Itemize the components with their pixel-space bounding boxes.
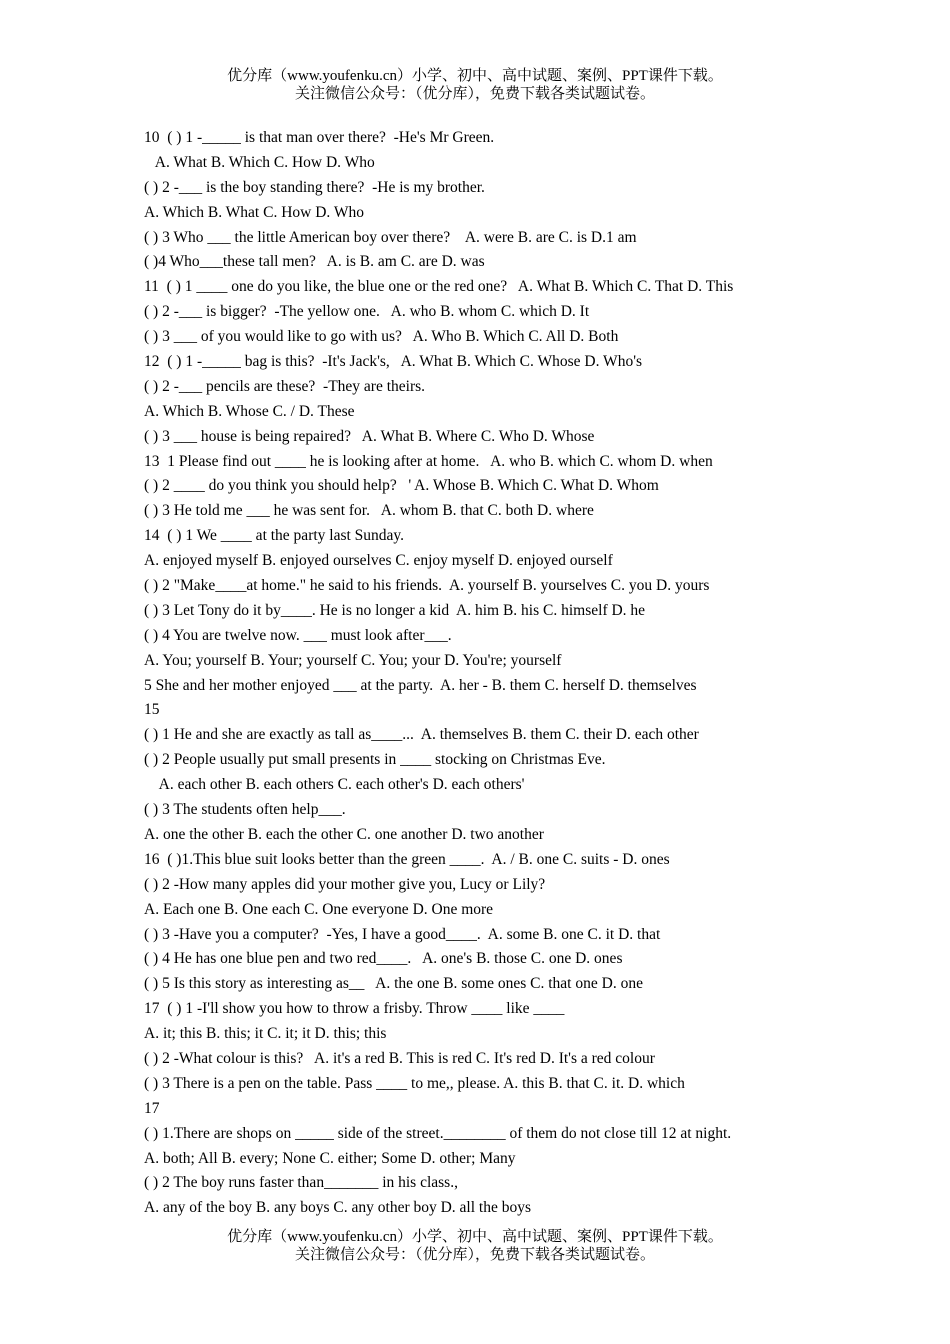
exercise-line: ( ) 3 -Have you a computer? -Yes, I have a good____. A. some B. one C. it D. that [144,925,661,943]
exercise-line: ( ) 2 -___ is bigger? -The yellow one. A. who B. whom C. which D. It [144,303,590,321]
exercise-line: ( ) 2 -What colour is this? A. it's a red B. This is red C. It's red D. It's a red colour [144,1049,655,1067]
exercise-line: ( ) 3 Who ___ the little American boy over there? A. were B. are C. is D.1 am [144,228,637,246]
exercise-line: 10 ( ) 1 -_____ is that man over there? -He's Mr Green. [144,129,495,146]
exercise-line: ( ) 4 He has one blue pen and two red____. A. one's B. those C. one D. ones [144,950,623,968]
exercise-line: 16 ( )1.This blue suit looks better than the green ____. A. / B. one C. suits - D. ones [144,850,670,868]
exercise-line: ( ) 2 -___ pencils are these? -They are theirs. [144,377,426,395]
exercise-line: A. Which B. Whose C. / D. These [144,402,355,420]
exercise-line: 17 ( ) 1 -I'll show you how to throw a frisby. Throw ____ like ____ [144,1000,565,1018]
exercise-line: ( ) 3 He told me ___ he was sent for. A. whom B. that C. both D. where [144,502,594,520]
header-line-1: 优分库（www.youfenku.cn）小学、初中、高中试题、案例、PPT课件下载。 [227,68,723,84]
exercise-line: ( ) 3 ___ of you would like to go with us? A. Who B. Which C. All D. Both [144,328,619,346]
exercise-line: A. any of the boy B. any boys C. any other boy D. all the boys [144,1199,532,1217]
exercise-line: 13 1 Please find out ____ he is looking after at home. A. who B. which C. whom D. when [144,452,713,470]
footer-line-1: 优分库（www.youfenku.cn）小学、初中、高中试题、案例、PPT课件下载。 [227,1229,723,1245]
exercise-line: ( ) 1.There are shops on _____ side of the street.________ of them do not close till 12 at night. [144,1124,732,1142]
exercise-line: 15 [144,701,160,719]
page-header [0,67,950,103]
exercise-line: ( ) 1 He and she are exactly as tall as____... A. themselves B. them C. their D. each other [144,726,699,744]
exercise-line: ( ) 3 There is a pen on the table. Pass ____ to me,, please. A. this B. that C. it. D. which [144,1074,685,1092]
exercise-line: ( ) 4 You are twelve now. ___ must look after___. [144,626,452,644]
exercise-line: ( ) 2 ____ do you think you should help? ' A. Whose B. Which C. What D. Whom [144,477,659,495]
exercise-line: A. Each one B. One each C. One everyone D. One more [144,900,494,918]
exercise-line: 12 ( ) 1 -_____ bag is this? -It's Jack's, A. What B. Which C. Whose D. Who's [144,353,643,371]
exercise-line: ( ) 2 -How many apples did your mother give you, Lucy or Lily? [144,875,546,893]
exercise-line: ( ) 2 People usually put small presents in ____ stocking on Christmas Eve. [144,751,606,769]
footer-line-2: 关注微信公众号：（优分库），免费下载各类试题试卷。 [294,1247,655,1263]
exercise-line: ( ) 2 -___ is the boy standing there? -He is my brother. [144,178,485,196]
page-footer [0,1228,950,1264]
exercise-line: A. it; this B. this; it C. it; it D. this; this [144,1025,387,1043]
exercise-line: 11 ( ) 1 ____ one do you like, the blue one or the red one? A. What B. Which C. That D. This [144,278,734,296]
exercise-line: A. enjoyed myself B. enjoyed ourselves C. enjoy myself D. enjoyed ourself [144,552,613,570]
exercise-line: A. What B. Which C. How D. Who [144,153,375,171]
exercise-line: A. both; All B. every; None C. either; Some D. other; Many [144,1149,516,1167]
exercise-line: A. You; yourself B. Your; yourself C. You; your D. You're; yourself [144,651,562,669]
exercise-line: A. Which B. What C. How D. Who [144,203,364,221]
exercise-line: ( ) 2 "Make____at home." he said to his friends. A. yourself B. yourselves C. you D. yours [144,577,710,595]
exercise-content [144,126,844,1221]
exercise-line: 14 ( ) 1 We ____ at the party last Sunday. [144,527,405,545]
exercise-line: ( ) 3 The students often help___. [144,801,346,819]
exercise-line: ( ) 5 Is this story as interesting as__ A. the one B. some ones C. that one D. one [144,975,643,993]
exercise-line: ( ) 3 Let Tony do it by____. He is no longer a kid A. him B. his C. himself D. he [144,601,646,619]
header-line-2: 关注微信公众号：（优分库），免费下载各类试题试卷。 [294,86,655,102]
exercise-line: 17 [144,1099,160,1117]
exercise-line: 5 She and her mother enjoyed ___ at the party. A. her - B. them C. herself D. themselves [144,676,697,694]
exercise-line: ( ) 2 The boy runs faster than_______ in his class., [144,1174,458,1192]
exercise-line: ( )4 Who___these tall men? A. is B. am C. are D. was [144,253,485,271]
exercise-line: ( ) 3 ___ house is being repaired? A. What B. Where C. Who D. Whose [144,427,595,445]
exercise-line: A. one the other B. each the other C. one another D. two another [144,825,544,843]
exercise-line: A. each other B. each others C. each other's D. each others' [144,776,525,794]
